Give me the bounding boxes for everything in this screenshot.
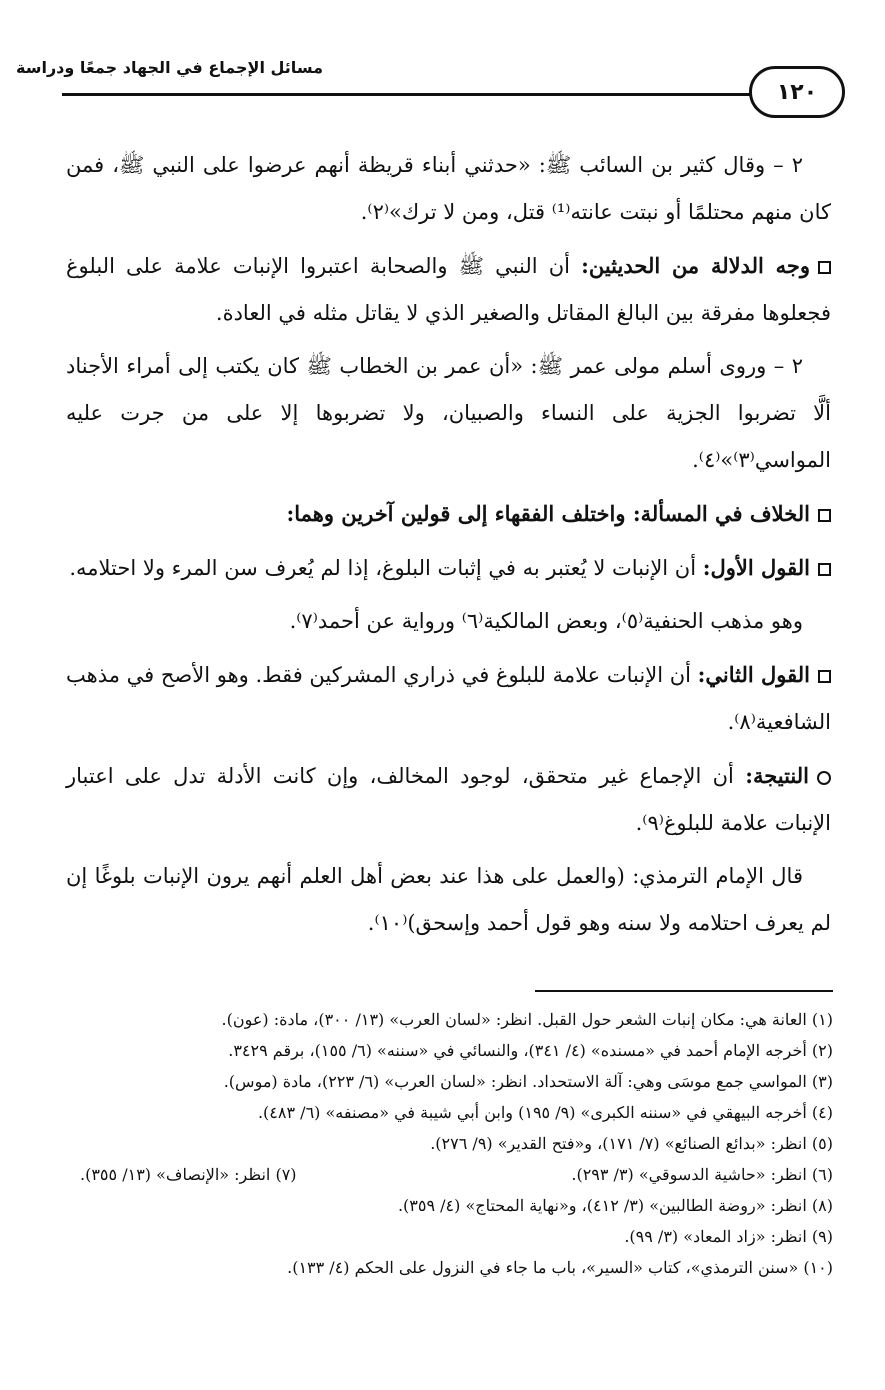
paragraph-heading: الخلاف في المسألة: واختلف الفقهاء إلى قولين آخرين وهما: — [286, 501, 810, 526]
paragraph-text: ٢ – وروى أسلم مولى عمر ﷺ: «أن عمر بن الخطاب ﷺ كان يكتب إلى أمراء الأجناد ألَّا تضربوا الجزية على النساء والصبيان، ولا تضربوها إلا على من جرت عليه المواسي⁽٣⁾»⁽٤⁾. — [66, 354, 831, 472]
footnote: (٧) انظر: «الإنصاف» (١٣/ ٣٥٥). — [80, 1165, 297, 1184]
paragraph-hadith-aslam — [66, 343, 831, 484]
paragraph-disagreement — [66, 490, 831, 538]
footnote: (٤) أخرجه البيهقي في «سننه الكبرى» (٩/ ١٩٥) وابن أبي شيبة في «مصنفه» (٦/ ٤٨٣). — [257, 1103, 833, 1122]
footnote: (١) العانة هي: مكان إنبات الشعر حول القبل. انظر: «لسان العرب» (١٣/ ٣٠٠)، مادة: (عون). — [221, 1010, 833, 1029]
paragraph-text: وهو مذهب الحنفية⁽٥⁾، وبعض المالكية⁽٦⁾ ورواية عن أحمد⁽٧⁾. — [289, 609, 803, 633]
header-rule — [62, 93, 755, 96]
paragraph-text: أن النبي ﷺ والصحابة اعتبروا الإنبات علامة على البلوغ فجعلوها مفرقة بين البالغ المقاتل والصغير الذي لا يقاتل مثله في العادة. — [66, 254, 831, 325]
square-bullet-icon — [818, 563, 831, 576]
square-bullet-icon — [818, 509, 831, 522]
footnote: (١٠) «سنن الترمذي»، كتاب «السير»، باب ما جاء في النزول على الحكم (٤/ ١٣٣). — [287, 1258, 833, 1277]
paragraph-text: أن الإنبات علامة للبلوغ في ذراري المشركين فقط. وهو الأصح في مذهب الشافعية⁽٨⁾. — [66, 663, 831, 734]
paragraph-text: أن الإجماع غير متحقق، لوجود المخالف، وإن كانت الأدلة تدل على اعتبار الإنبات علامة للبلوغ⁽٩⁾. — [66, 764, 831, 835]
square-bullet-icon — [818, 261, 831, 274]
footnote: (٩) انظر: «زاد المعاد» (٣/ ٩٩). — [624, 1227, 833, 1246]
main-text — [66, 142, 831, 953]
footnote: (٢) أخرجه الإمام أحمد في «مسنده» (٤/ ٣٤١)، والنسائي في «سننه» (٦/ ١٥٥)، برقم ٣٤٢٩. — [228, 1041, 833, 1060]
footnote: (٥) انظر: «بدائع الصنائع» (٧/ ١٧١)، و«فتح القدير» (٩/ ٢٧٦). — [430, 1134, 833, 1153]
footnote-row — [80, 1159, 833, 1190]
footnote: (٦) انظر: «حاشية الدسوقي» (٣/ ٢٩٣). — [571, 1165, 833, 1184]
page-number: ١٢٠ — [749, 66, 845, 118]
circle-bullet-icon — [817, 771, 831, 785]
page-header — [16, 40, 845, 130]
paragraph-heading: القول الثاني: — [697, 662, 810, 687]
paragraph-heading: وجه الدلالة من الحديثين: — [581, 253, 810, 278]
square-bullet-icon — [818, 670, 831, 683]
paragraph-tirmidhi-quote — [66, 853, 831, 947]
footnote: (٣) المواسي جمع موسَى وهي: آلة الاستحداد. انظر: «لسان العرب» (٦/ ٢٢٣)، مادة (موس). — [223, 1072, 833, 1091]
paragraph-text: قال الإمام الترمذي: (والعمل على هذا عند بعض أهل العلم أنهم يرون الإنبات بلوغًا إن لم يعرف احتلامه ولا سنه وهو قول أحمد وإسحق)⁽١٠⁾. — [66, 864, 831, 935]
paragraph-hadith-2 — [66, 142, 831, 236]
footnotes — [80, 1004, 833, 1283]
paragraph-second-opinion — [66, 651, 831, 746]
footnote-separator — [535, 990, 833, 992]
paragraph-text: ٢ – وقال كثير بن السائب ﷺ: «حدثني أبناء قريظة أنهم عرضوا على النبي ﷺ، فمن كان منهم محتلمًا أو نبتت عانته⁽¹⁾ قتل، ومن لا ترك»⁽٢⁾. — [66, 153, 831, 224]
paragraph-first-opinion-schools — [66, 598, 831, 645]
paragraph-heading: القول الأول: — [702, 555, 810, 580]
running-title: مسائل الإجماع في الجهاد جمعًا ودراسة — [16, 58, 323, 77]
paragraph-heading: النتيجة: — [745, 763, 809, 788]
footnote: (٨) انظر: «روضة الطالبين» (٣/ ٤١٢)، و«نهاية المحتاج» (٤/ ٣٥٩). — [397, 1196, 833, 1215]
paragraph-evidence — [66, 242, 831, 337]
paragraph-result — [66, 752, 831, 847]
paragraph-first-opinion — [66, 544, 831, 592]
paragraph-text: أن الإنبات لا يُعتبر به في إثبات البلوغ، إذا لم يُعرف سن المرء ولا احتلامه. — [69, 556, 703, 580]
